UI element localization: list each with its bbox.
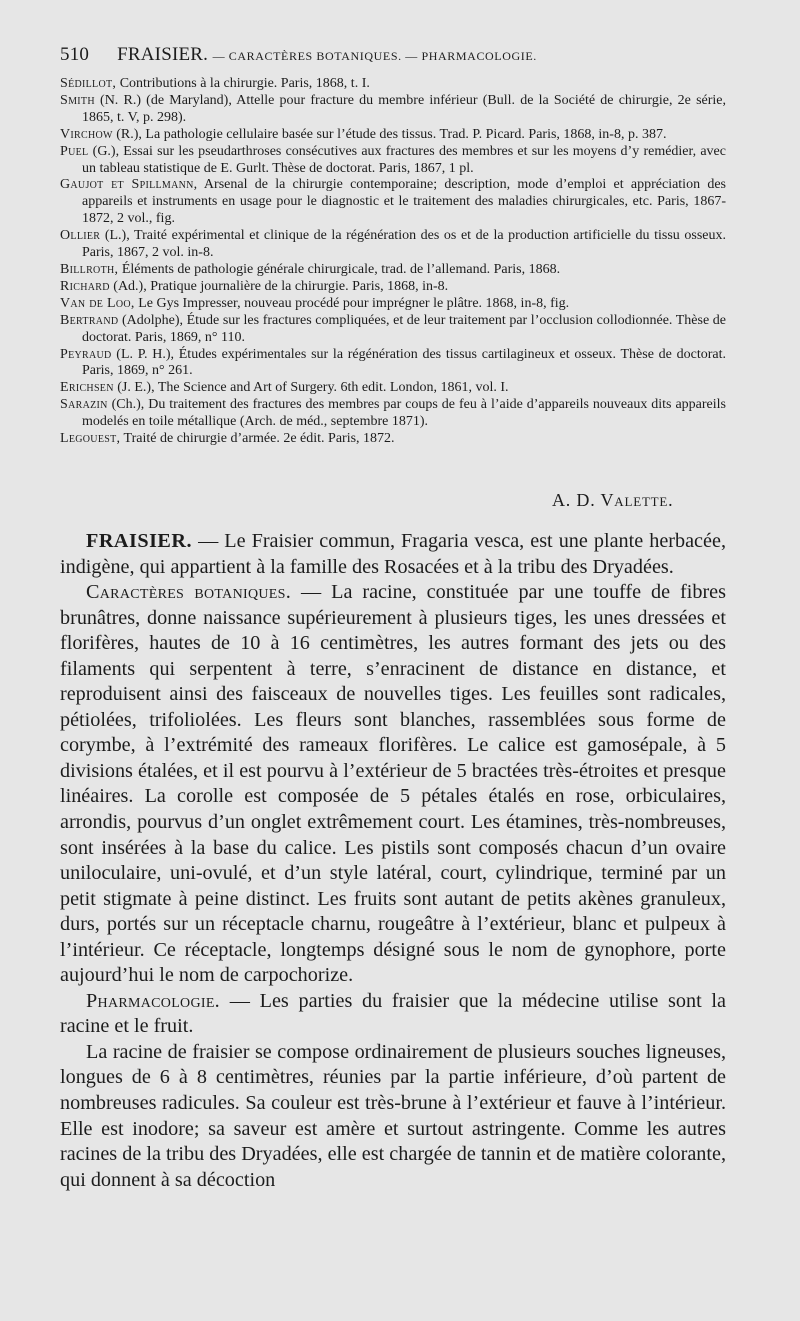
entry-text: Le Gys Impresser, nouveau procédé pour imprégner le plâtre. 1868, in-8, fig. bbox=[134, 295, 570, 311]
entry-text: (L.), Traité expérimental et clinique de la régénération des os et de la production artificielle du tissu osseux. Paris, 1867, 2 vol. in-8. bbox=[82, 228, 726, 261]
bibliography-entry bbox=[60, 380, 726, 397]
pharmacology-paragraph bbox=[60, 989, 726, 1040]
intro-text: — Le Fraisier commun, Fragaria vesca, est une plante herbacée, indigène, qui appartient à la famille des Rosacées et à la tribu des Dryadées. bbox=[60, 530, 726, 578]
entry-author: Sarazin bbox=[60, 397, 108, 413]
entry-text: (L. P. H.), Études expérimentales sur la régénération des tissus cartilagineux et osseux. Thèse de doctorat. Paris, 1869, n° 261. bbox=[82, 346, 726, 379]
entry-text: (N. R.) (de Maryland), Attelle pour fracture du membre inférieur (Bull. de la Société de chirurgie, 2e série, 1865, t. V, p. 298). bbox=[82, 92, 726, 125]
bibliography-entry bbox=[60, 296, 726, 313]
entry-author: Legouest, bbox=[60, 431, 121, 447]
entry-text: (Adolphe), Étude sur les fractures compliquées, et de leur traitement par l’occlusion collodionnée. Thèse de doctorat. Paris, 1869, n° 110. bbox=[82, 312, 726, 345]
botanical-paragraph bbox=[60, 580, 726, 989]
entry-text: (R.), La pathologie cellulaire basée sur l’étude des tissus. Trad. P. Picard. Paris, 1868, in-8, p. 387. bbox=[112, 126, 667, 142]
entry-author: Billroth, bbox=[60, 261, 119, 277]
running-header bbox=[60, 44, 728, 66]
entry-text: (J. E.), The Science and Art of Surgery. 6th edit. London, 1861, vol. I. bbox=[113, 380, 509, 396]
bibliography-entry bbox=[60, 177, 726, 228]
entry-author: Smith bbox=[60, 92, 95, 108]
pharmacology-text: — Les parties du fraisier que la médecine utilise sont la racine et le fruit. bbox=[60, 989, 726, 1038]
bibliography bbox=[60, 76, 726, 448]
entry-text: Arsenal de la chirurgie contemporaine; description, mode d’emploi et appréciation des appareils et instruments en usage pour le diagnostic et le traitement des maladies chirurgicales, etc. Paris, 1867-1872, 2 vol., fig. bbox=[82, 177, 726, 227]
entry-text: Éléments de pathologie générale chirurgicale, trad. de l’allemand. Paris, 1868. bbox=[118, 261, 561, 277]
bibliography-entry bbox=[60, 127, 726, 144]
author-signature: A. D. Valette. bbox=[552, 490, 674, 510]
root-paragraph: La racine de fraisier se compose ordinairement de plusieurs souches ligneuses, longues de 6 à 8 centimètres, réunies par la partie inférieure, d’où partent de nombreuses radicules. Sa couleur est très-brune à l’extérieur et fauve à l’intérieur. Elle est inodore; sa saveur est amère et surtout astringente. Comme les autres racines de la tribu des Dryadées, elle est chargée de tannin et de matière colorante, qui donnent à sa décoction bbox=[60, 1040, 726, 1191]
entry-text: (Ch.), Du traitement des fractures des membres par coups de feu à l’aide d’appareils nouveaux dits appareils modelés en toile métallique (Arch. de méd., septembre 1871). bbox=[82, 397, 726, 430]
entry-author: Van de Loo, bbox=[60, 295, 135, 311]
entry-author: Erichsen bbox=[60, 380, 114, 396]
entry-author: Virchow bbox=[60, 126, 113, 142]
bibliography-entry bbox=[60, 144, 726, 178]
bibliography-entry bbox=[60, 76, 726, 93]
entry-author: Sédillot, bbox=[60, 76, 117, 91]
entry-text: (Ad.), Pratique journalière de la chirurgie. Paris, 1868, in-8. bbox=[109, 278, 449, 294]
intro-paragraph bbox=[60, 529, 726, 580]
pharmacology-heading: Pharmacologie. bbox=[86, 989, 221, 1012]
article-headword: FRAISIER. bbox=[86, 530, 193, 552]
running-subtitle: — CARACTÈRES BOTANIQUES. — PHARMACOLOGIE. bbox=[212, 49, 537, 63]
entry-author: Richard bbox=[60, 278, 110, 294]
article-body bbox=[60, 529, 726, 1193]
entry-author: Puel bbox=[60, 143, 89, 159]
entry-author: Bertrand bbox=[60, 312, 119, 328]
entry-text: (G.), Essai sur les pseudarthroses consécutives aux fractures des membres et sur les moyens d’y remédier, avec un tableau statistique de E. Gurlt. Thèse de doctorat. Paris, 1867, 1 pl. bbox=[82, 143, 726, 176]
entry-author: Gaujot et Spillmann, bbox=[60, 177, 198, 193]
running-title: FRAISIER. bbox=[117, 44, 209, 65]
bibliography-entry bbox=[60, 347, 726, 381]
entry-text: Traité de chirurgie d’armée. 2e édit. Paris, 1872. bbox=[120, 431, 395, 447]
entry-text: Contributions à la chirurgie. Paris, 1868, t. I. bbox=[116, 76, 370, 91]
entry-author: Ollier bbox=[60, 228, 101, 244]
entry-author: Peyraud bbox=[60, 346, 112, 362]
bibliography-entry bbox=[60, 262, 726, 279]
bibliography-entry bbox=[60, 313, 726, 347]
botanical-text: — La racine, constituée par une touffe de fibres brunâtres, donne naissance supérieurement à plusieurs tiges, les unes dressées et florifères, hautes de 10 à 16 centimètres, les autres formant des jets ou des filaments qui serpentent à terre, s’enracinent de distance en distance, et reproduisent ainsi des faisceaux de nouvelles tiges. Les feuilles sont radicales, pétiolées, trifoliolées. Les fleurs sont blanches, rassemblées sous forme de corymbe, à l’extrémité des rameaux florifères. Le calice est gamosépale, à 5 divisions étalées, et il est pourvu à l’extérieur de 5 bractées très-étroites et presque linéaires. La corolle est composée de 5 pétales étalés en rose, orbiculaires, arrondis, pourvus d’un onglet extrêmement court. Les étamines, très-nombreuses, sont insérées à la base du calice. Les pistils sont composés chacun d’un ovaire uniloculaire, uni-ovulé, et d’un style latéral, court, cylindrique, terminé par un petit stigmate à peine distinct. Les fruits sont autant de petits akènes granuleux, durs, portés sur un réceptacle charnu, rougeâtre à l’extérieur, blanc et pulpeux à l’intérieur. Ce réceptacle, longtemps désigné sous le nom de gynophore, porte aujourd’hui le nom de carpochorize. bbox=[60, 581, 726, 987]
bibliography-entry bbox=[60, 279, 726, 296]
botanical-heading: Caractères botaniques. bbox=[86, 581, 292, 604]
bibliography-entry bbox=[60, 93, 726, 127]
bibliography-entry bbox=[60, 397, 726, 431]
bibliography-entry bbox=[60, 228, 726, 262]
page-number: 510 bbox=[60, 44, 90, 65]
bibliography-entry bbox=[60, 431, 726, 448]
